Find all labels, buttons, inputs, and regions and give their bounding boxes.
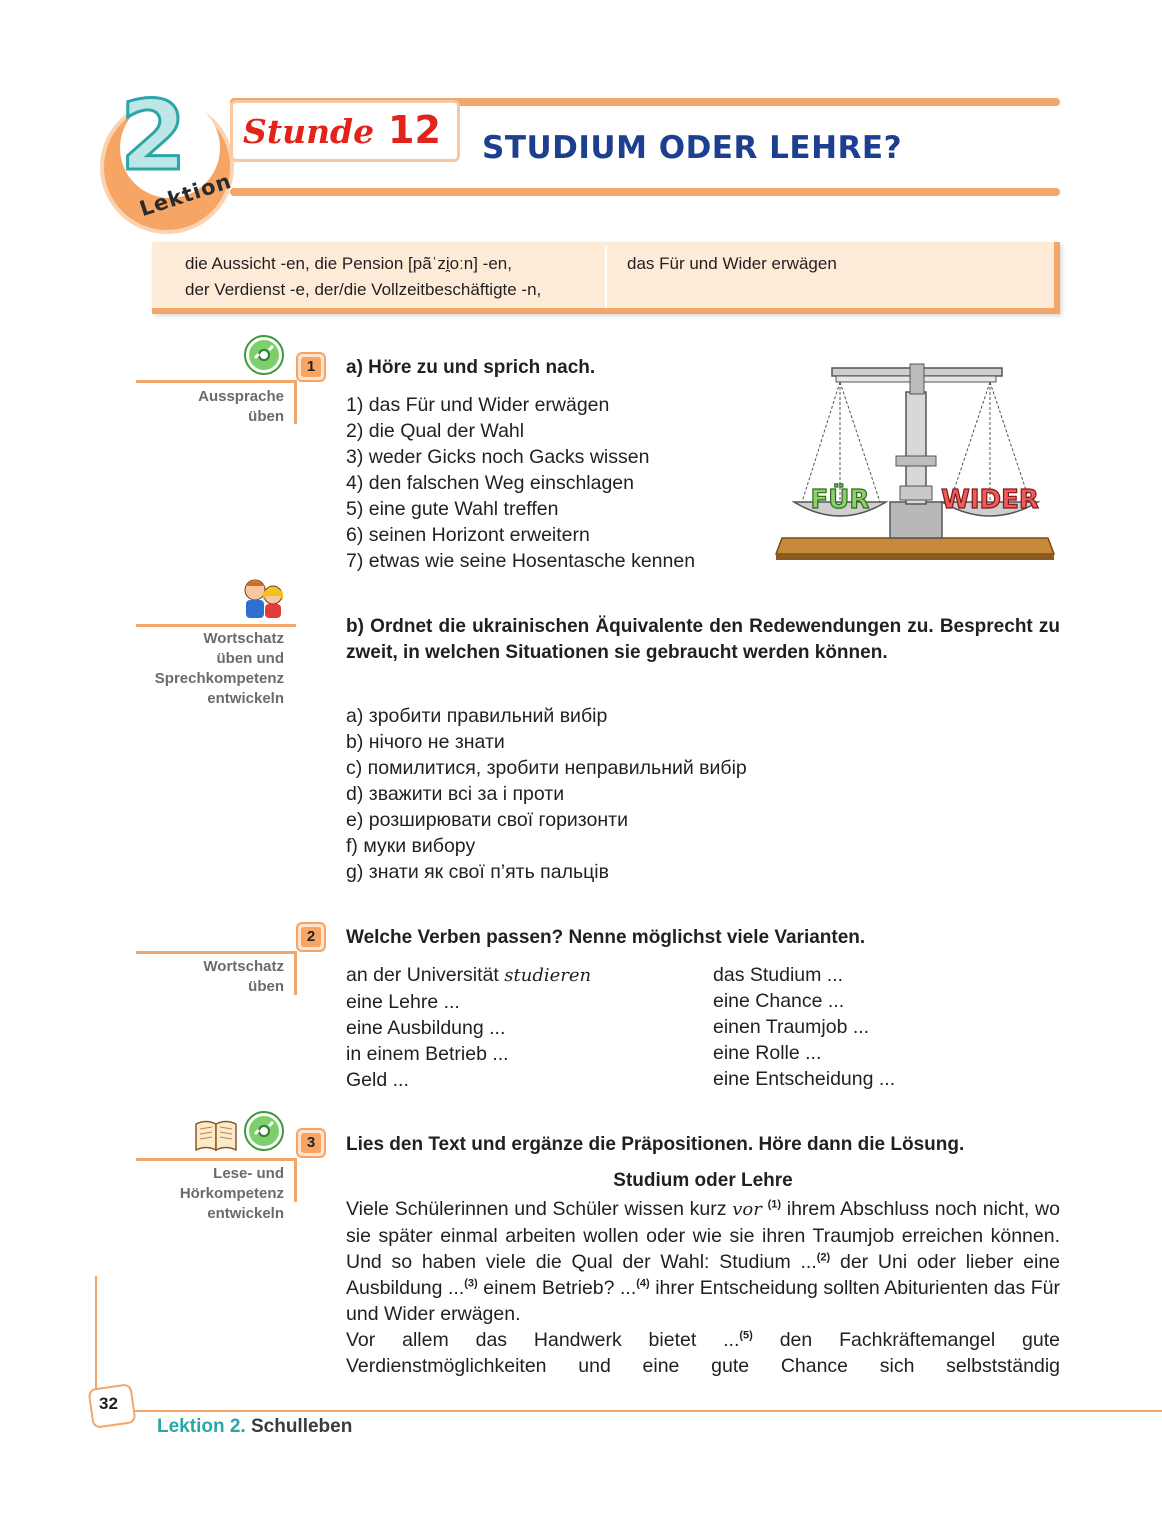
gap-marker: (5) [739, 1329, 753, 1342]
grid-item: Geld ... [346, 1069, 409, 1091]
page-number: 32 [99, 1394, 118, 1413]
list-item: a) зробити правильний вибір [346, 705, 608, 727]
list-item: 5) eine gute Wahl treffen [346, 498, 559, 520]
footer-chapter: Lektion 2. Schulleben [157, 1416, 353, 1437]
list-item: 1) das Für und Wider erwägen [346, 394, 610, 416]
footer-rule [130, 1410, 1162, 1412]
list-item: 7) etwas wie seine Hosentasche kennen [346, 550, 696, 572]
reading-paragraph: Vor allem das Handwerk bietet ...$^{(5)}$ den Fachkräftemangel gute Verdienstmöglichkeiten und eine gute Chance sich selbstständig [346, 1329, 1061, 1377]
scale-right-word: WIDER [941, 485, 1039, 515]
exercise-3-task: Lies den Text und ergänze die Präpositionen. Höre dann die Lösung. [346, 1134, 965, 1155]
vocabulary-line: das Für und Wider erwägen [627, 254, 837, 273]
stunde-number: 12 [388, 108, 441, 152]
grid-right-column [713, 962, 1060, 1093]
grid-left-column [346, 962, 713, 1093]
section-rule [136, 951, 296, 954]
page-margin-rule [95, 1276, 97, 1388]
section-label-aussprache: Aussprache üben [198, 388, 284, 425]
grid-item: eine Chance ... [713, 990, 845, 1012]
example-preposition: vor [732, 1199, 762, 1220]
list-item: g) знати як свої п’ять пальців [346, 861, 609, 883]
page-title: STUDIUM ODER LEHRE? [482, 130, 903, 166]
header-bottom-rule [230, 188, 1060, 196]
stunde-label: Stunde [243, 112, 375, 151]
grid-item: eine Ausbildung ... [346, 1017, 506, 1039]
vocabulary-line: der Verdienst -e, der/die Vollzeitbeschäftigte -n, [185, 280, 542, 299]
section-rule-vertical [294, 951, 297, 995]
list-item: b) нічого не знати [346, 731, 505, 753]
list-item: 2) die Qual der Wahl [346, 420, 525, 442]
grid-item: eine Entscheidung ... [713, 1068, 896, 1090]
cd-audio-icon[interactable] [243, 334, 285, 376]
exercise-1b-task: b) Ordnet die ukrainischen Äquivalente den Redewendungen zu. Besprecht zu zweit, in welchen Situationen sie gebraucht werden können. [346, 616, 1060, 663]
grid-item: an der Universität studieren [346, 964, 592, 986]
list-item: f) муки вибору [346, 835, 476, 857]
section-rule-vertical [294, 1158, 297, 1202]
section-rule-vertical [294, 380, 297, 424]
gap-marker: (3) [464, 1277, 478, 1290]
vocabulary-right [627, 251, 837, 277]
scale-left-word: FÜR [810, 485, 870, 515]
exercise-1b-list [346, 703, 747, 885]
lektion-number: 2 [120, 80, 187, 192]
list-item: 4) den falschen Weg einschlagen [346, 472, 634, 494]
grid-item: eine Rolle ... [713, 1042, 822, 1064]
section-label-wortschatz-sprech: Wortschatz üben und Sprechkompetenz entwickeln [154, 630, 284, 707]
balance-scale-illustration [772, 362, 1058, 568]
exercise-number-badge: 3 [296, 1128, 326, 1158]
exercise-2-grid [346, 962, 1060, 1093]
pair-work-icon [240, 576, 288, 620]
vocabulary-line: die Aussicht -en, die Pension [pãˈzi̯oːn] -en, [185, 254, 512, 273]
grid-item: in einem Betrieb ... [346, 1043, 509, 1065]
exercise-1a-list [346, 392, 695, 574]
grid-item: eine Lehre ... [346, 991, 460, 1013]
gap-marker: (4) [636, 1277, 650, 1290]
list-item: 6) seinen Horizont erweitern [346, 524, 590, 546]
section-label-lese-hoer: Lese- und Hörkompetenz entwickeln [179, 1165, 284, 1222]
reading-text [346, 1196, 1060, 1379]
list-item: c) помилитися, зробити неправильний вибір [346, 757, 747, 779]
section-label-wortschatz: Wortschatz üben [203, 958, 284, 995]
section-rule [136, 1158, 296, 1161]
vocabulary-divider [605, 246, 607, 308]
gap-marker: (1) [767, 1198, 782, 1211]
exercise-2-task: Welche Verben passen? Nenne möglichst viele Varianten. [346, 927, 866, 948]
cd-audio-icon[interactable] [243, 1110, 285, 1152]
list-item: d) зважити всі за і проти [346, 783, 565, 805]
reading-paragraph: Viele Schülerinnen und Schüler wissen kurz vor $^{(1)}$ ihrem Abschluss noch nicht, wo sie später einmal arbeiten wollen oder wie sie ihren Traumjob erreichen können. Und so haben viele die Qual der Wahl: Studium ...$^{(2)}$ der Uni oder lieber eine Ausbildung ...$^{(3)}$ einem Betrieb? ...$^{(4)}$ ihrer Entscheidung sollten Abiturienten das Für und Wider erwägen. [346, 1198, 1061, 1325]
exercise-number-badge: 2 [296, 922, 326, 952]
section-rule [136, 624, 296, 627]
gap-marker: (2) [816, 1251, 831, 1264]
example-verb: studieren [504, 965, 592, 986]
lektion-word: Lektion [136, 168, 235, 222]
vocabulary-left [185, 251, 541, 303]
exercise-1a-task: a) Höre zu und sprich nach. [346, 357, 596, 378]
grid-item: einen Traumjob ... [713, 1016, 870, 1038]
exercise-number-badge: 1 [296, 352, 326, 382]
section-rule [136, 380, 296, 383]
list-item: 3) weder Gicks noch Gacks wissen [346, 446, 650, 468]
book-icon [194, 1116, 238, 1152]
grid-item: das Studium ... [713, 964, 844, 986]
list-item: e) розширювати свої горизонти [346, 809, 628, 831]
reading-text-title: Studium oder Lehre [613, 1170, 793, 1191]
